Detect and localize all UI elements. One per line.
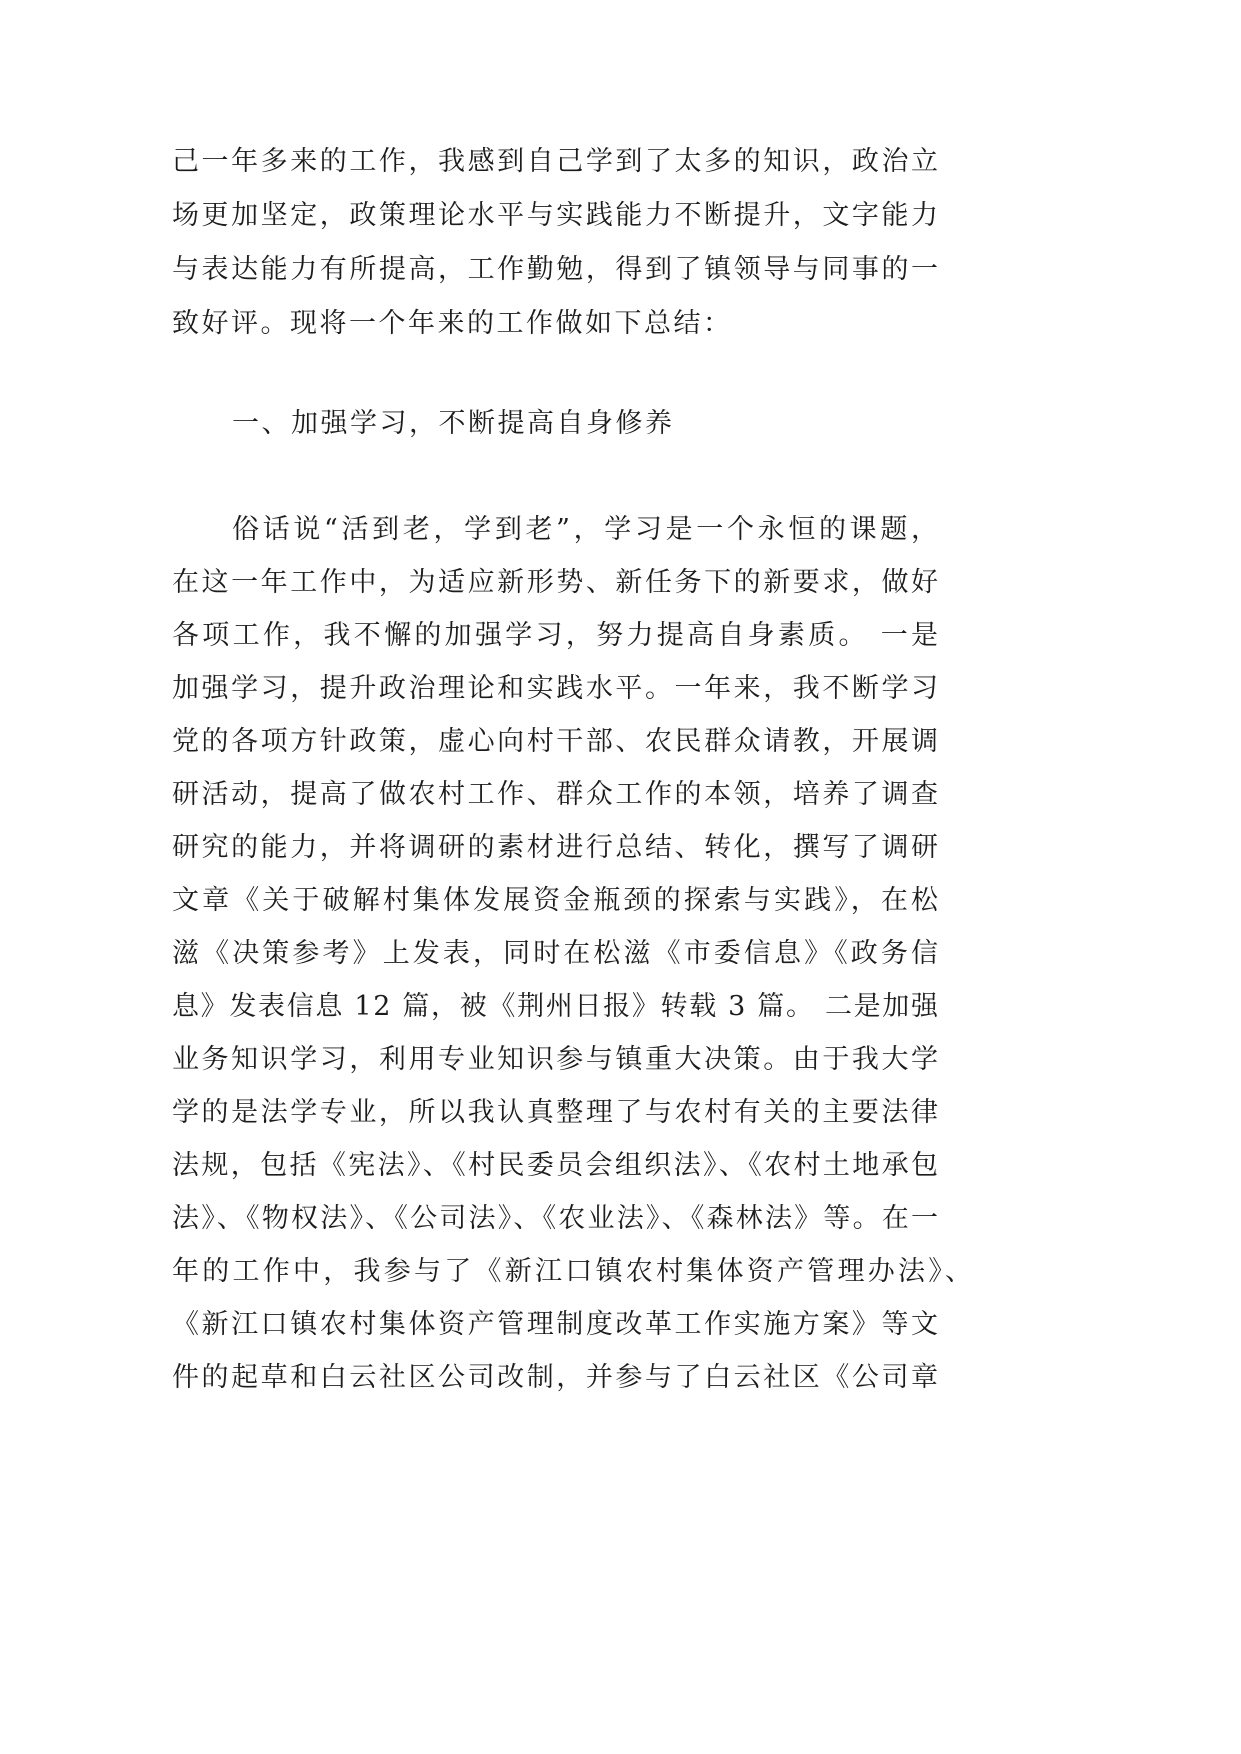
section-heading: 一、加强学习，不断提高自身修养: [232, 408, 675, 439]
text-line: 业务知识学习，利用专业知识参与镇重大决策。由于我大学: [172, 1044, 941, 1075]
text-line: 息》发表信息 12 篇，被《荆州日报》转载 3 篇。 二是加强: [172, 991, 940, 1022]
text-line: 法》、《物权法》、《公司法》、《农业法》、《森林法》等。在一: [172, 1203, 941, 1234]
text-line: 加强学习，提升政治理论和实践水平。一年来，我不断学习: [172, 673, 941, 704]
text-line: 文章《关于破解村集体发展资金瓶颈的探索与实践》，在松: [172, 885, 942, 916]
text-line: 与表达能力有所提高，工作勤勉，得到了镇领导与同事的一: [172, 254, 941, 285]
text-line: 件的起草和白云社区公司改制，并参与了白云社区《公司章: [172, 1362, 941, 1393]
text-line: 己一年多来的工作，我感到自己学到了太多的知识，政治立: [172, 146, 941, 177]
text-line: 法规，包括《宪法》、《村民委员会组织法》、《农村土地承包: [172, 1150, 941, 1181]
text-line: 致好评。现将一个年来的工作做如下总结：: [172, 308, 733, 339]
text-line: 党的各项方针政策，虚心向村干部、农民群众请教，开展调: [172, 726, 941, 757]
text-line: 研活动，提高了做农村工作、群众工作的本领，培养了调查: [172, 779, 941, 810]
text-line: 俗话说“活到老，学到老”，学习是一个永恒的课题，: [232, 514, 942, 545]
text-line: 年的工作中，我参与了《新江口镇农村集体资产管理办法》、: [172, 1256, 976, 1287]
text-line: 滋《决策参考》上发表，同时在松滋《市委信息》《政务信: [172, 938, 942, 969]
text-line: 研究的能力，并将调研的素材进行总结、转化，撰写了调研: [172, 832, 941, 863]
text-line: 各项工作，我不懈的加强学习，努力提高自身素质。 一是: [172, 620, 942, 651]
text-line: 学的是法学专业，所以我认真整理了与农村有关的主要法律: [172, 1097, 941, 1128]
text-line: 在这一年工作中，为适应新形势、新任务下的新要求，做好: [172, 567, 941, 598]
text-line: 场更加坚定，政策理论水平与实践能力不断提升，文字能力: [172, 200, 941, 231]
text-line: 《新江口镇农村集体资产管理制度改革工作实施方案》等文: [172, 1309, 941, 1340]
